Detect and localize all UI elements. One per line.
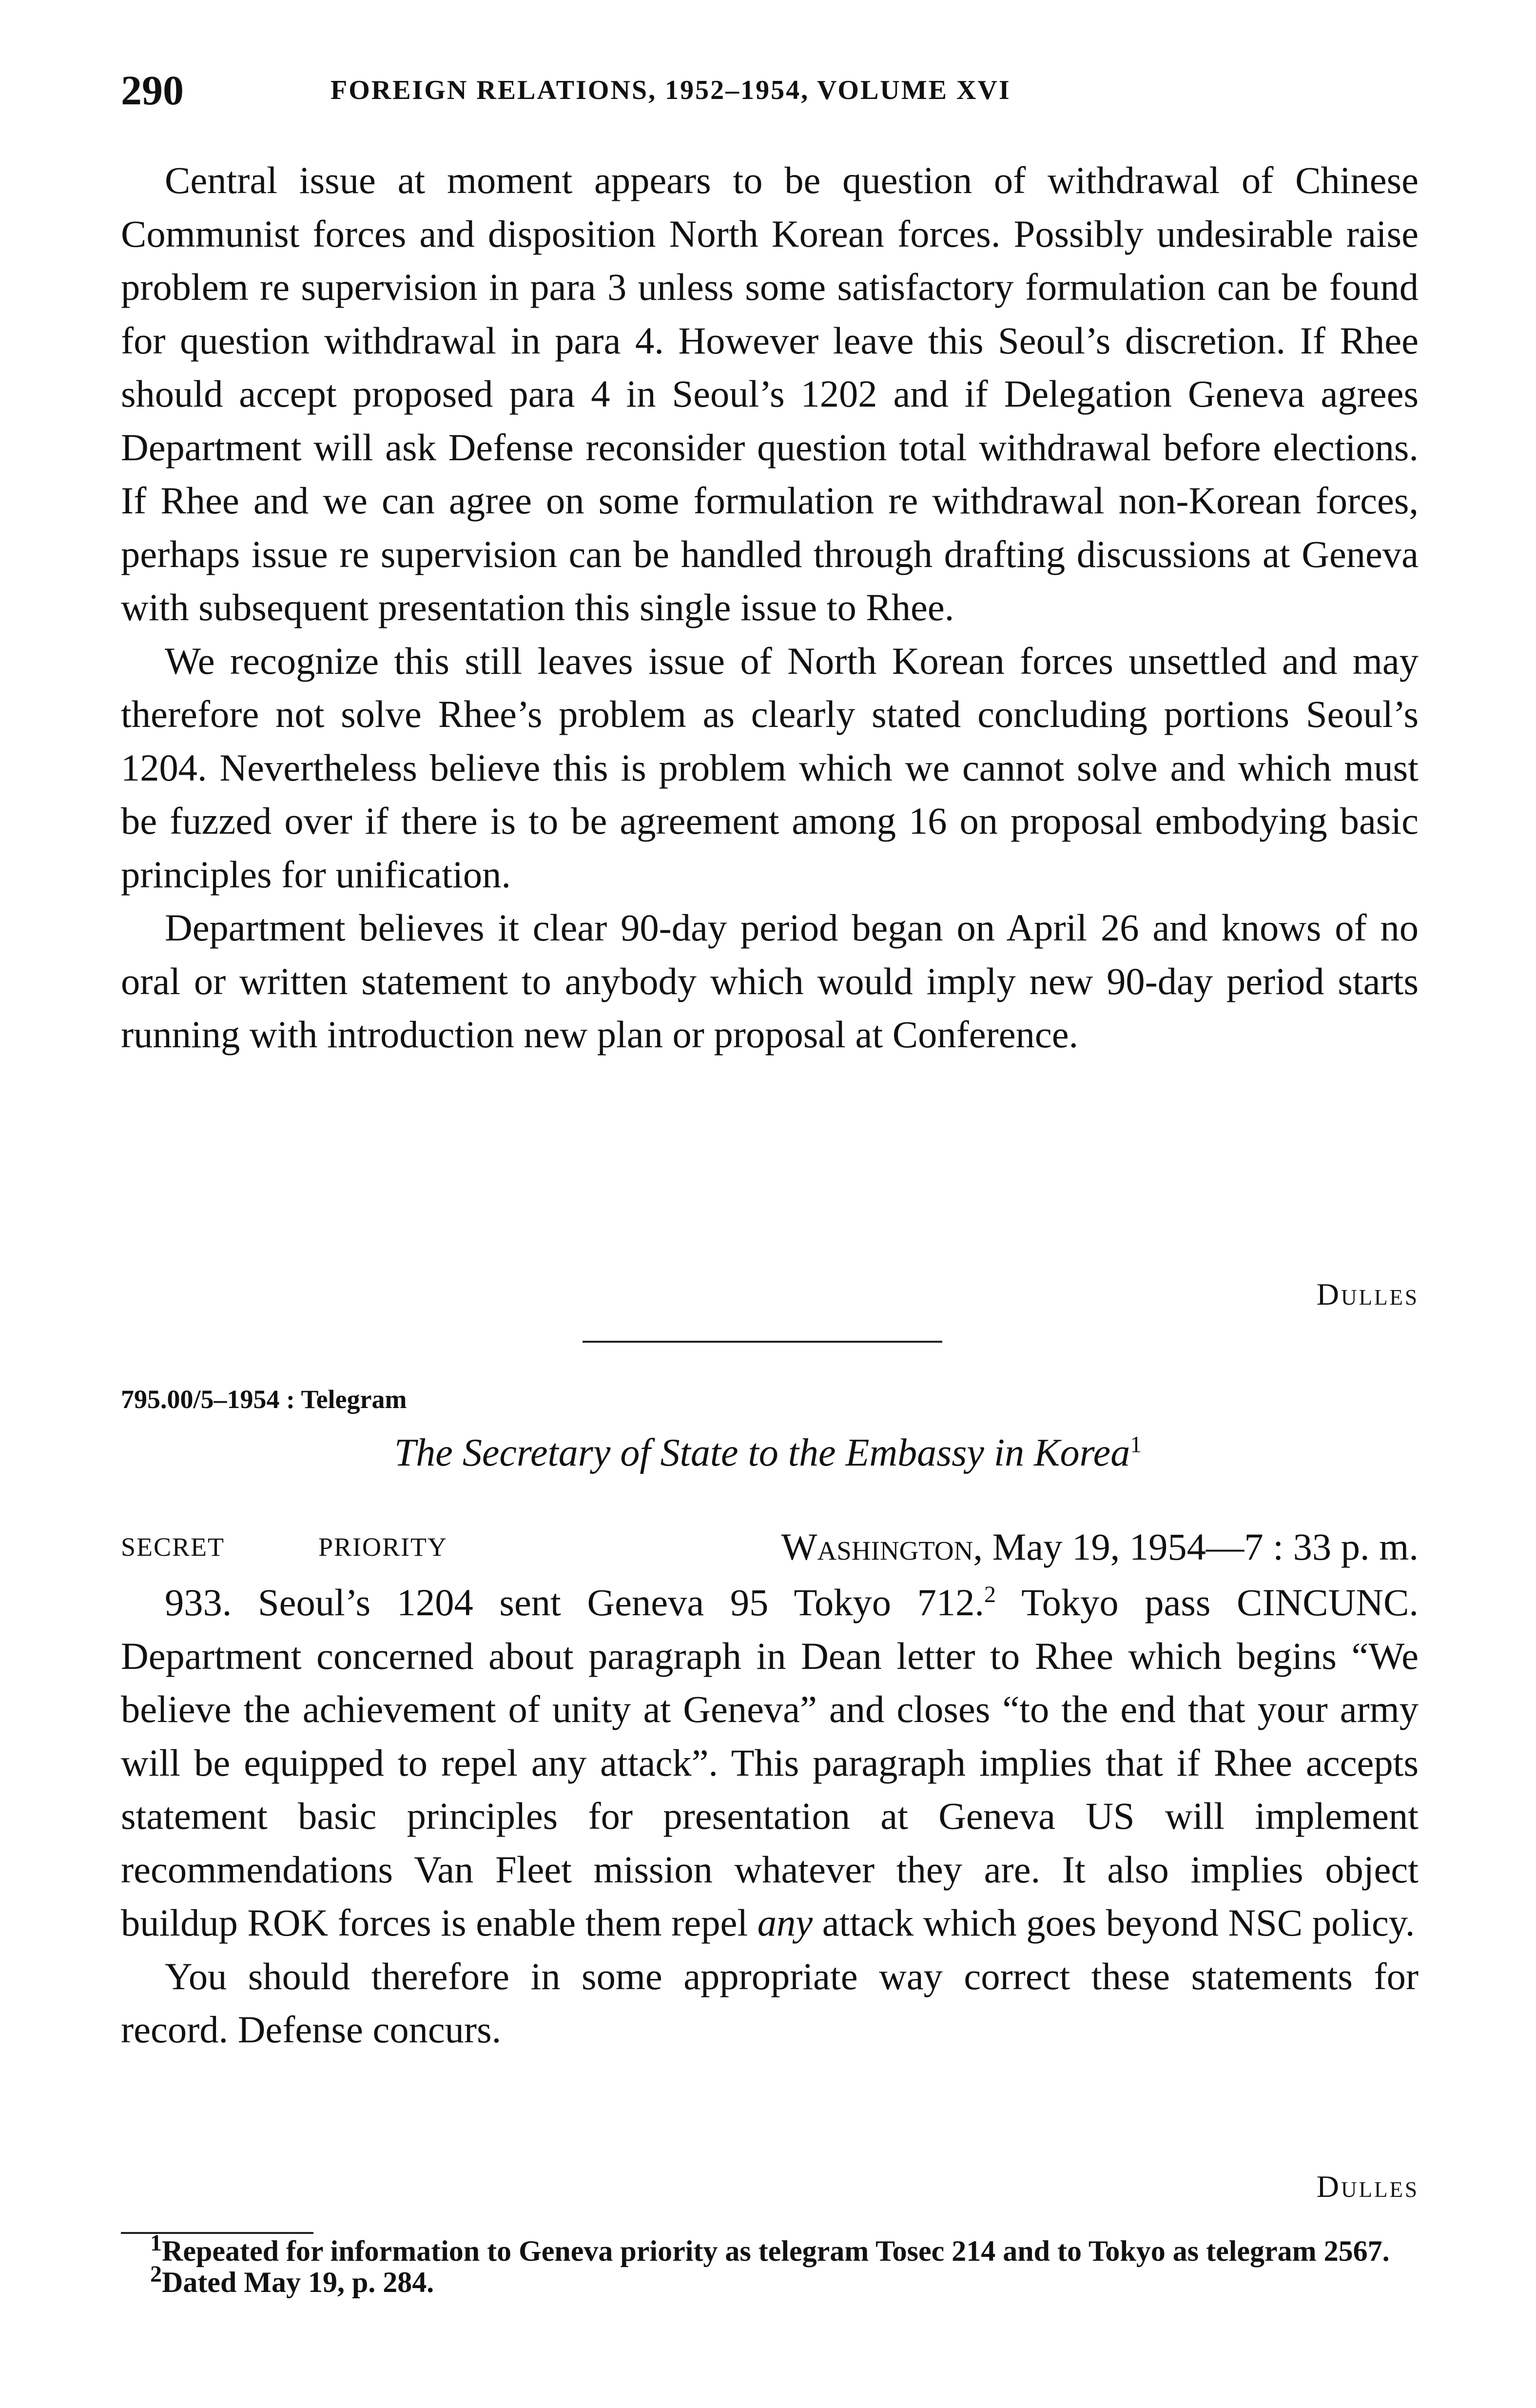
document-title-text: The Secretary of State to the Embassy in Korea bbox=[394, 1431, 1130, 1474]
paragraph bbox=[121, 1576, 1419, 1950]
running-title: FOREIGN RELATIONS, 1952–1954, VOLUME XVI bbox=[331, 75, 1011, 105]
precedence: PRIORITY bbox=[318, 1532, 448, 1562]
dateline bbox=[781, 1520, 1419, 1574]
footnote-text: Dated May 19, p. 284. bbox=[162, 2266, 434, 2298]
classification-line bbox=[121, 1520, 1419, 1574]
footnote-marker: 1 bbox=[1130, 1431, 1142, 1458]
file-reference: 795.00/5–1954 : Telegram bbox=[121, 1385, 407, 1414]
document-title bbox=[0, 1424, 1536, 1482]
telegram-continuation bbox=[121, 154, 1419, 1061]
emphasis: any bbox=[757, 1901, 813, 1944]
paragraph-text: 933. Seoul’s 1204 sent Geneva 95 Tokyo 712. bbox=[165, 1581, 984, 1624]
signature: Dulles bbox=[1316, 2169, 1419, 2204]
signature: Dulles bbox=[1316, 1277, 1419, 1312]
paragraph-text: attack which goes beyond NSC policy. bbox=[813, 1901, 1415, 1944]
classification: SECRET bbox=[121, 1532, 225, 1562]
footnote-marker: 2 bbox=[984, 1581, 996, 1607]
footnote-marker: 2 bbox=[150, 2261, 162, 2287]
dateline-date: , May 19, 1954—7 : 33 p. m. bbox=[973, 1526, 1419, 1568]
dateline-place: Washington bbox=[781, 1526, 973, 1568]
telegram-body bbox=[121, 1576, 1419, 2056]
section-separator bbox=[583, 1341, 942, 1343]
paragraph: Central issue at moment appears to be question of withdrawal of Chinese Communist forces and disposition North Korean forces. Possibly undesirable raise problem re supervision in para 3 unless some satisfactory formulation can be found for question withdrawal in para 4. However leave this Seoul’s discretion. If Rhee should accept proposed para 4 in Seoul’s 1202 and if Delegation Geneva agrees Department will ask Defense reconsider question total withdrawal before elections. If Rhee and we can agree on some formulation re withdrawal non-Korean forces, perhaps issue re supervision can be handled through drafting discussions at Geneva with subsequent presentation this single issue to Rhee. bbox=[121, 159, 1419, 628]
paragraph: We recognize this still leaves issue of North Korean forces unsettled and may therefore not solve Rhee’s problem as clearly stated concluding portions Seoul’s 1204. Nevertheless believe this is problem which we cannot solve and which must be fuzzed over if there is to be agreement among 16 on proposal embodying basic principles for unification. bbox=[121, 639, 1419, 896]
footnote bbox=[121, 2261, 1419, 2298]
footnote-marker: 1 bbox=[150, 2230, 162, 2256]
running-head bbox=[121, 63, 1418, 117]
footnote bbox=[121, 2230, 1419, 2267]
footnote-text: Repeated for information to Geneva priority as telegram Tosec 214 and to Tokyo as telegram 2567. bbox=[162, 2235, 1390, 2267]
page-number: 290 bbox=[121, 67, 184, 114]
footnotes bbox=[121, 2230, 1419, 2298]
paragraph: You should therefore in some appropriate way correct these statements for record. Defense concurs. bbox=[121, 1955, 1419, 2051]
paragraph-text: Tokyo pass CINCUNC. Department concerned about paragraph in Dean letter to Rhee which begins “We believe the achievement of unity at Geneva” and closes “to the end that your army will be equipped to repel any attack”. This paragraph implies that if Rhee accepts statement basic principles for presentation at Geneva US will implement recommendations Van Fleet mission whatever they are. It also implies object buildup ROK forces is enable them repel bbox=[121, 1581, 1419, 1944]
paragraph: Department believes it clear 90-day period began on April 26 and knows of no oral or written statement to anybody which would imply new 90-day period starts running with introduction new plan or proposal at Conference. bbox=[121, 906, 1419, 1056]
